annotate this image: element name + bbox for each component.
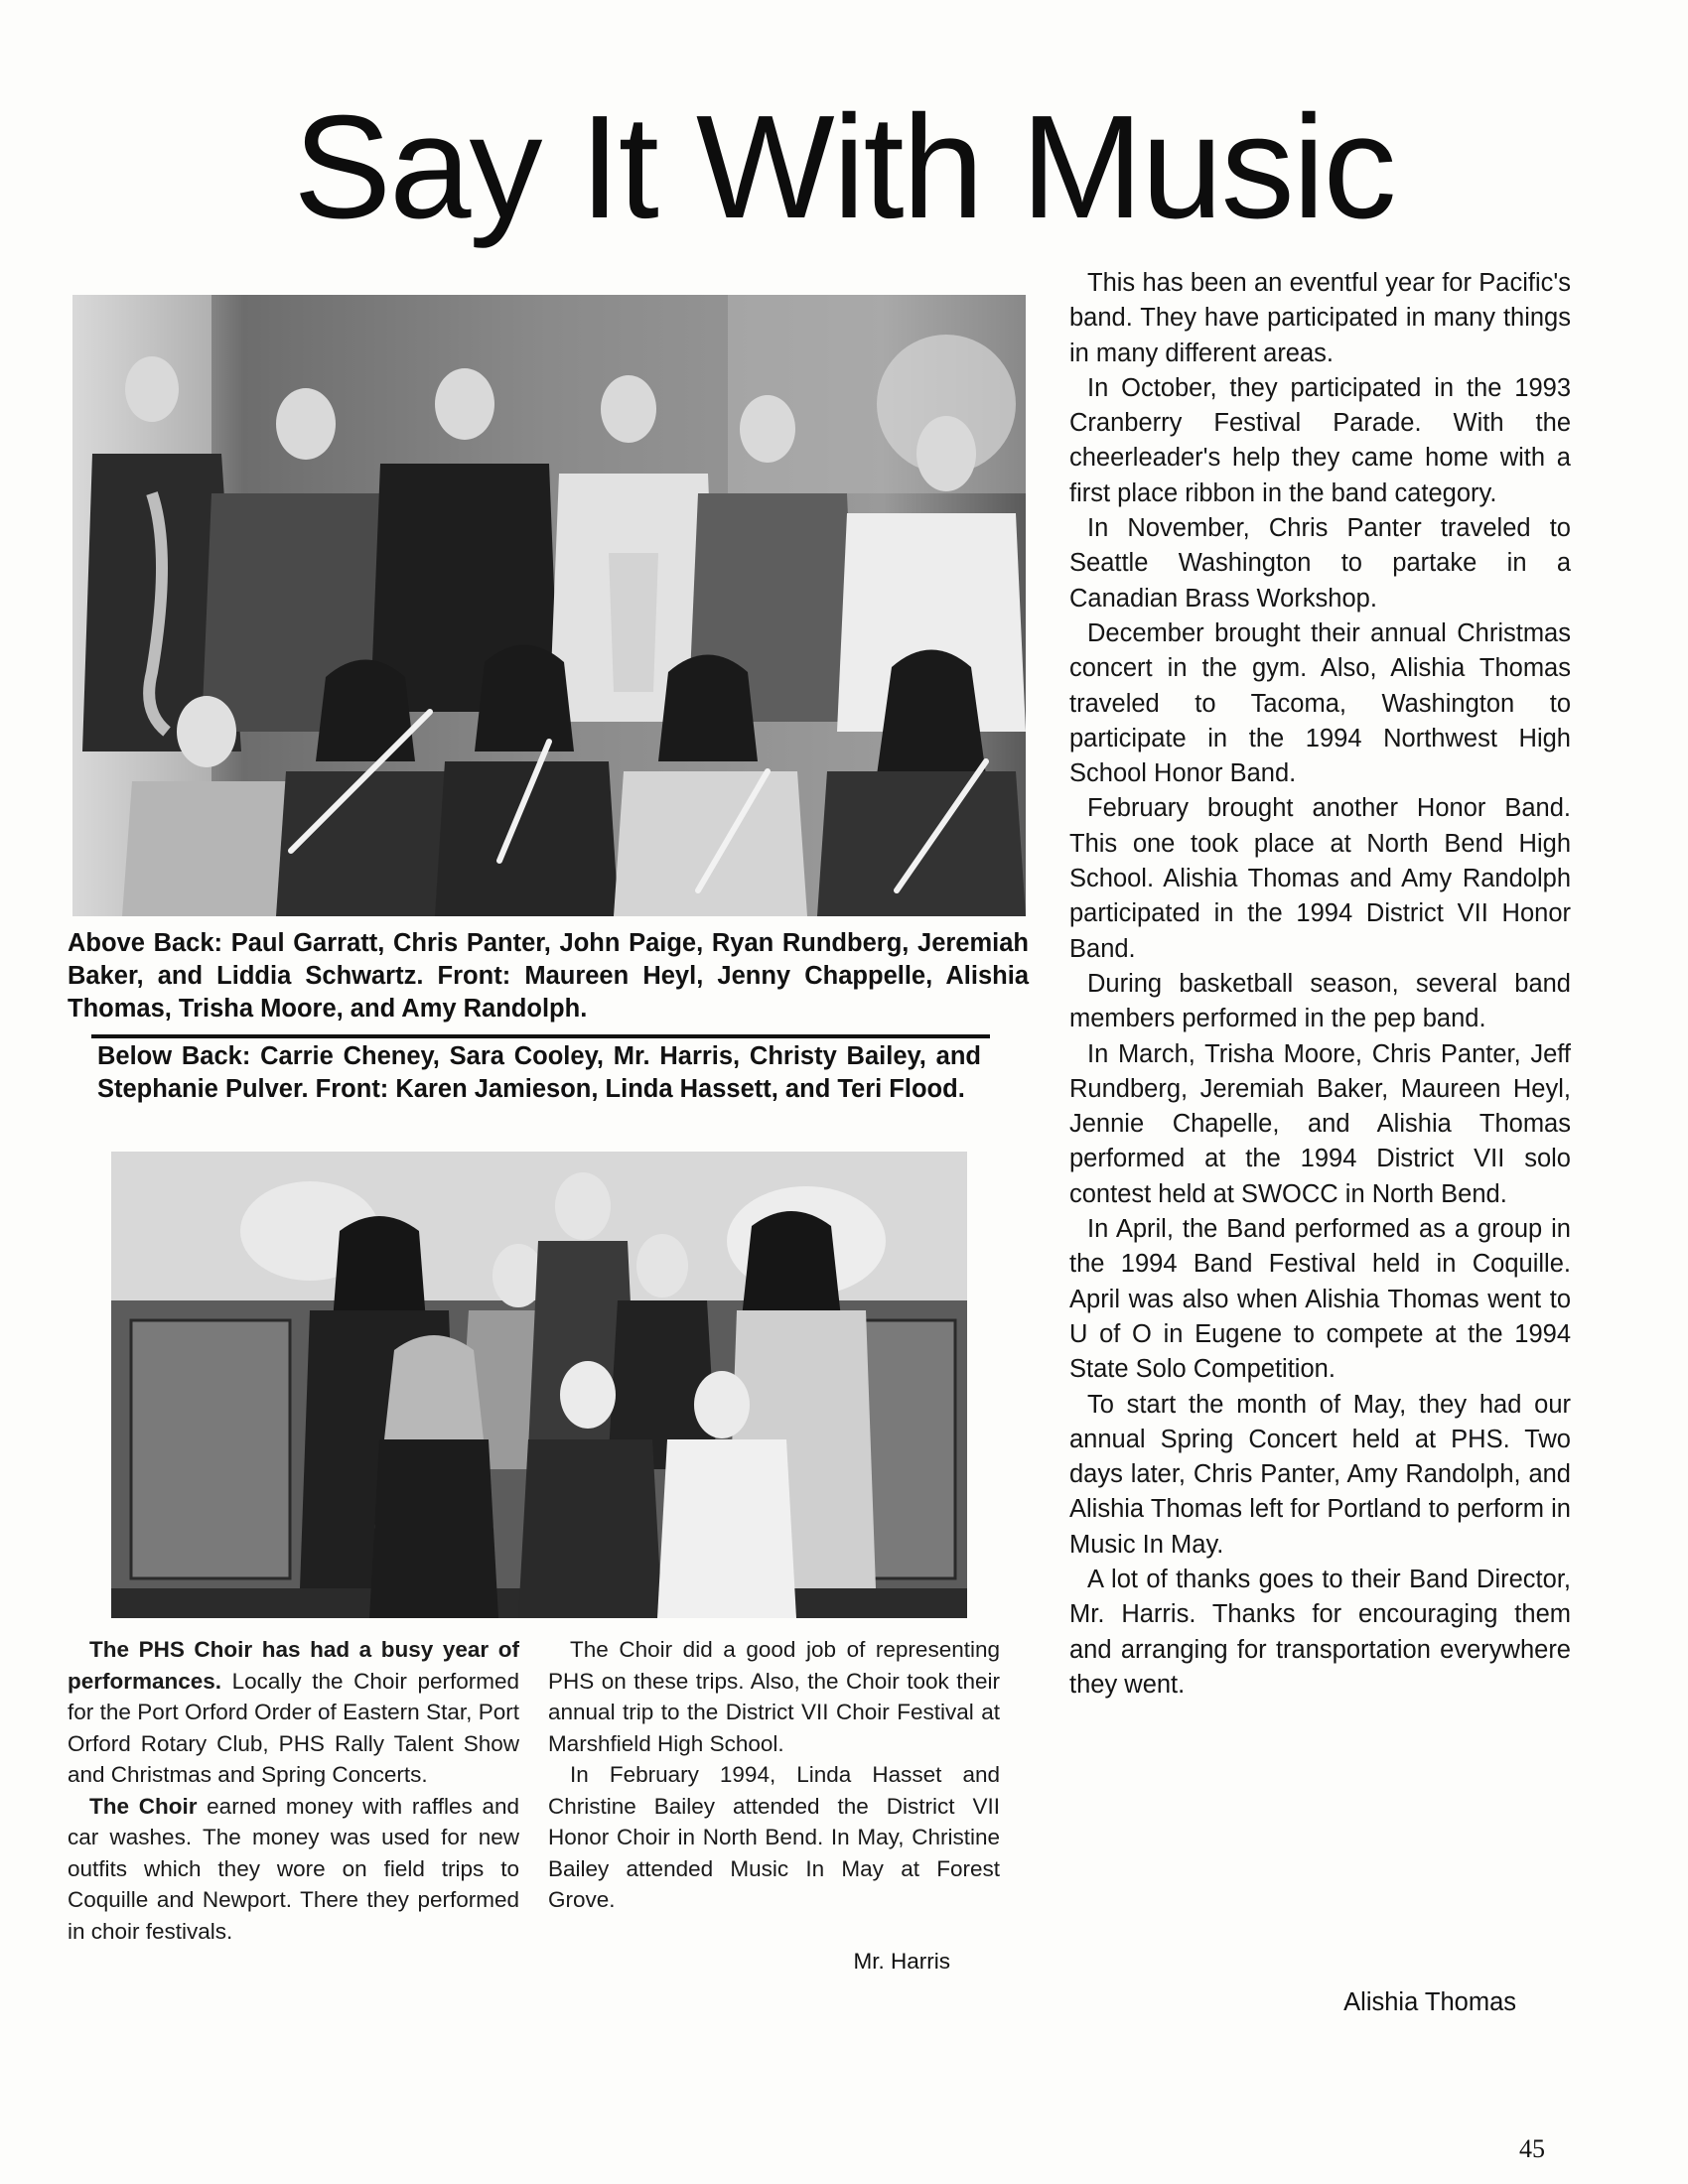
page-title: Say It With Music	[293, 85, 1395, 249]
choir-paragraph-1-lead: The PHS Choir has had a busy year of performances.	[68, 1637, 519, 1694]
choir-photo	[111, 1152, 967, 1618]
band-paragraph: A lot of thanks goes to their Band Director, Mr. Harris. Thanks for encouraging them and arranging for transportation everywhere they went.	[1069, 1565, 1571, 1699]
choir-paragraph-2-lead: The Choir	[89, 1793, 198, 1819]
band-paragraph: In October, they participated in the 1993 Cranberry Festival Parade. With the cheerleader's help they came home with a first place ribbon in the band category.	[1069, 373, 1571, 507]
choir-article-author: Mr. Harris	[853, 1949, 950, 1974]
choir-paragraph-1-body: Locally the Choir performed for the Port Orford Order of Eastern Star, Port Orford Rotary Club, PHS Rally Talent Show and Christmas and Spring Concerts.	[68, 1668, 519, 1787]
page-number: 45	[1519, 2134, 1545, 2163]
band-paragraph: In November, Chris Panter traveled to Seattle Washington to partake in a Canadian Brass Workshop.	[1069, 514, 1571, 613]
band-photo	[72, 295, 1026, 916]
band-paragraph: During basketball season, several band members performed in the pep band.	[1069, 969, 1571, 1033]
choir-article-middle-column	[548, 1634, 1000, 1916]
choir-photo-caption: Below Back: Carrie Cheney, Sara Cooley, Mr. Harris, Christy Bailey, and Stephanie Pulver. Front: Karen Jamieson, Linda Hassett, and Teri Flood.	[97, 1042, 981, 1103]
caption-divider	[91, 1034, 990, 1038]
choir-paragraph-4: In February 1994, Linda Hasset and Christine Bailey attended the District VII Honor Choir in North Bend. In May, Christine Bailey attended Music In May at Forest Grove.	[548, 1762, 1000, 1912]
band-paragraph: In March, Trisha Moore, Chris Panter, Jeff Rundberg, Jeremiah Baker, Maureen Heyl, Jennie Chapelle, and Alishia Thomas performed at the 1994 District VII solo contest held at SWOCC in North Bend.	[1069, 1039, 1571, 1208]
choir-paragraph-2	[68, 1791, 519, 1948]
choir-paragraph-2-body: earned money with raffles and car washes. The money was used for new outfits which they wore on field trips to Coquille and Newport. There they performed in choir festivals.	[68, 1793, 519, 1944]
band-paragraph: In April, the Band performed as a group in the 1994 Band Festival held in Coquille. April was also when Alishia Thomas went to U of O in Eugene to compete at the 1994 State Solo Competition.	[1069, 1215, 1571, 1384]
band-article-author: Alishia Thomas	[1343, 1988, 1516, 2016]
band-paragraph: December brought their annual Christmas concert in the gym. Also, Alishia Thomas traveled to Tacoma, Washington to participate in the 1994 Northwest High School Honor Band.	[1069, 618, 1571, 788]
choir-paragraph-3: The Choir did a good job of representing PHS on these trips. Also, the Choir took their annual trip to the District VII Choir Festival at Marshfield High School.	[548, 1637, 1000, 1756]
choir-paragraph-1	[68, 1634, 519, 1791]
choir-article-left-column	[68, 1634, 519, 1947]
band-article	[1069, 266, 1571, 1703]
band-photo-caption: Above Back: Paul Garratt, Chris Panter, John Paige, Ryan Rundberg, Jeremiah Baker, and Liddia Schwartz. Front: Maureen Heyl, Jenny Chappelle, Alishia Thomas, Trisha Moore, and Amy Randolph.	[68, 929, 1029, 1023]
choir-photo-image	[111, 1152, 967, 1618]
band-paragraph: This has been an eventful year for Pacific's band. They have participated in many things in many different areas.	[1069, 269, 1571, 367]
band-paragraph: February brought another Honor Band. This one took place at North Bend High School. Alishia Thomas and Amy Randolph participated in the 1994 District VII Honor Band.	[1069, 794, 1571, 963]
band-paragraph: To start the month of May, they had our annual Spring Concert held at PHS. Two days later, Chris Panter, Amy Randolph, and Alishia Thomas left for Portland to perform in Music In May.	[1069, 1390, 1571, 1559]
band-photo-image	[72, 295, 1026, 916]
